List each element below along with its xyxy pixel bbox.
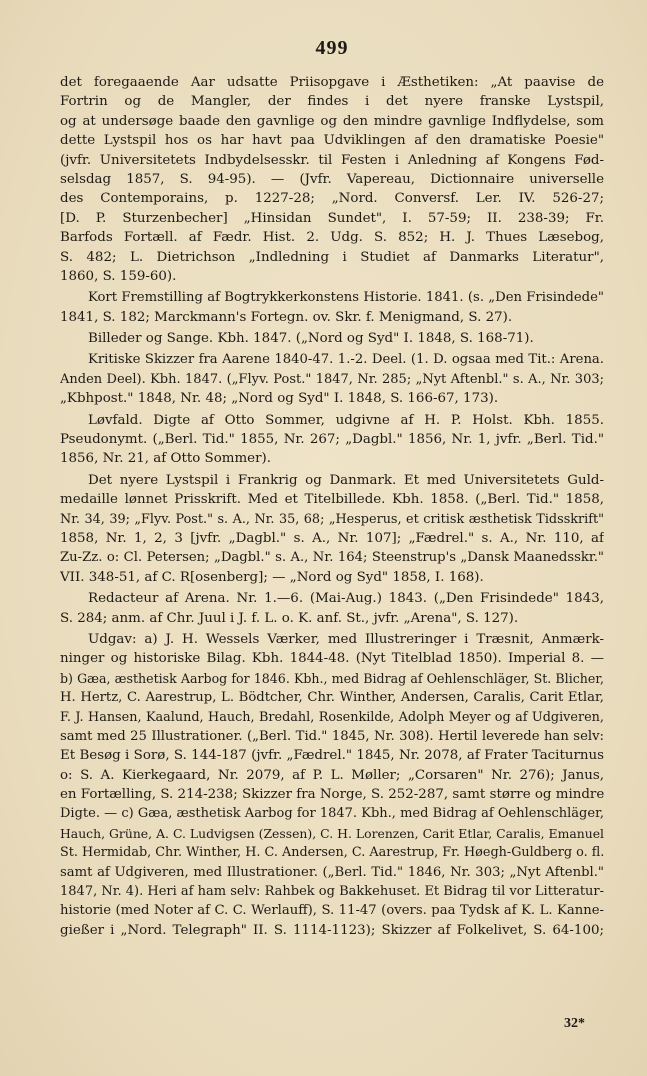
text-line: medaille lønnet Prisskrift. Med et Titelbillede. Kbh. 1858. („Berl. Tid." 1858, bbox=[60, 492, 604, 508]
text-line: Fortrin og de Mangler, der findes i det nyere franske Lystspil, bbox=[60, 94, 604, 110]
text-line: Redacteur af Arena. Nr. 1.—6. (Mai-Aug.) 1843. („Den Frisindede" 1843, bbox=[88, 591, 604, 607]
text-line: historie (med Noter af C. C. Werlauff), S. 11-47 (overs. paa Tydsk af K. L. Kanne- bbox=[60, 903, 604, 919]
text-line: Pseudonymt. („Berl. Tid." 1855, Nr. 267; „Dagbl." 1856, Nr. 1, jvfr. „Berl. Tid." bbox=[60, 432, 604, 448]
text-line: H. Hertz, C. Aarestrup, L. Bödtcher, Chr. Winther, Andersen, Caralis, Carit Etlar, bbox=[60, 690, 604, 706]
text-line: „Kbhpost." 1848, Nr. 48; „Nord og Syd" I. 1848, S. 166-67, 173). bbox=[60, 391, 499, 407]
text-line: og at undersøge baade den gavnlige og den mindre gavnlige Indflydelse, som bbox=[60, 113, 604, 129]
entry-billeder-og-sange bbox=[60, 329, 604, 348]
text-line: Billeder og Sange. Kbh. 1847. („Nord og Syd" I. 1848, S. 168-71). bbox=[88, 331, 534, 347]
entry-loevfald bbox=[60, 411, 604, 469]
text-line: 1847, Nr. 4). Heri af ham selv: Rahbek og Bakkehuset. Et Bidrag til vor Litteratur- bbox=[60, 884, 604, 900]
text-line: [D. P. Sturzenbecher] „Hinsidan Sundet", I. 57-59; II. 238-39; Fr. bbox=[60, 210, 604, 226]
text-line: Barfods Fortæll. af Fædr. Hist. 2. Udg. S. 852; H. J. Thues Læsebog, bbox=[60, 230, 604, 246]
signature-mark: 32* bbox=[564, 1016, 585, 1031]
text-line: dette Lystspil hos os har havt paa Udviklingen af den dramatiske Poesie" bbox=[60, 133, 604, 149]
text-line: (jvfr. Universitetets Indbydelsesskr. til Festen i Anledning af Kongens Fød- bbox=[60, 152, 604, 168]
text-line: ninger og historiske Bilag. Kbh. 1844-48. (Nyt Titelblad 1850). Imperial 8. — bbox=[60, 651, 604, 667]
text-line: Udgav: a) J. H. Wessels Værker, med Illustreringer i Træsnit, Anmærk- bbox=[88, 631, 604, 647]
text-line: 1856, Nr. 21, af Otto Sommer). bbox=[60, 451, 271, 467]
text-line: F. J. Hansen, Kaalund, Hauch, Bredahl, Rosenkilde, Adolph Meyer og af Udgiveren, bbox=[60, 709, 604, 725]
text-line: samt med 25 Illustrationer. („Berl. Tid." 1845, Nr. 308). Hertil leverede han selv: bbox=[60, 728, 604, 744]
text-line: samt af Udgiveren, med Illustrationer. („Berl. Tid." 1846, Nr. 303; „Nyt Aftenbl." bbox=[60, 864, 604, 880]
text-line: en Fortælling, S. 214-238; Skizzer fra Norge, S. 252-287, samt større og mindre bbox=[60, 787, 604, 803]
entry-redacteur-arena bbox=[60, 589, 604, 628]
text-line: det foregaaende Aar udsatte Priisopgave i Æsthetiken: „At paavise de bbox=[60, 75, 604, 90]
text-line: o: S. A. Kierkegaard, Nr. 2079, af P. L. Møller; „Corsaren" Nr. 276); Janus, bbox=[60, 767, 604, 783]
text-line: Zu-Zz. o: Cl. Petersen; „Dagbl." s. A., Nr. 164; Steenstrup's „Dansk Maanedsskr." bbox=[60, 550, 604, 566]
text-line: des Contemporains, p. 1227-28; „Nord. Conversf. Ler. IV. 526-27; bbox=[60, 191, 604, 207]
text-line: Anden Deel). Kbh. 1847. („Flyv. Post." 1847, Nr. 285; „Nyt Aftenbl." s. A., Nr. 303; bbox=[60, 371, 604, 387]
text-line: b) Gæa, æsthetisk Aarbog for 1846. Kbh., med Bidrag af Oehlenschläger, St. Blicher, bbox=[60, 670, 604, 686]
text-line: Hauch, Grüne, A. C. Ludvigsen (Zessen), C. H. Lorenzen, Carit Etlar, Caralis, Emanuel bbox=[60, 825, 604, 841]
text-line: S. 284; anm. af Chr. Juul i J. f. L. o. K. anf. St., jvfr. „Arena", S. 127). bbox=[60, 610, 519, 626]
text-line: Løvfald. Digte af Otto Sommer, udgivne af H. P. Holst. Kbh. 1855. bbox=[88, 412, 604, 428]
entry-udgav bbox=[60, 630, 604, 940]
text-line: 1860, S. 159-60). bbox=[60, 268, 177, 284]
entry-det-nyere-lystspil bbox=[60, 471, 604, 587]
entry-bogtrykkerkonst bbox=[60, 288, 604, 327]
text-line: Kort Fremstilling af Bogtrykkerkonstens Historie. 1841. (s. „Den Frisindede" bbox=[88, 290, 604, 306]
paragraph-bio-continuation bbox=[60, 73, 604, 286]
text-line: Det nyere Lystspil i Frankrig og Danmark. Et med Universitetets Guld- bbox=[88, 472, 604, 488]
text-line: gießer i „Nord. Telegraph" II. S. 1114-1123); Skizzer af Folkelivet, S. 64-100; bbox=[60, 922, 604, 938]
text-line: 1858, Nr. 1, 2, 3 [jvfr. „Dagbl." s. A., Nr. 107]; „Fædrel." s. A., Nr. 110, af bbox=[60, 530, 604, 546]
text-line: Nr. 34, 39; „Flyv. Post." s. A., Nr. 35, 68; „Hesperus, et critisk æsthetisk Tidsskrift" bbox=[60, 511, 604, 527]
text-line: S. 482; L. Dietrichson „Indledning i Studiet af Danmarks Literatur", bbox=[60, 249, 604, 265]
text-line: selsdag 1857, S. 94-95). — (Jvfr. Vapereau, Dictionnaire universelle bbox=[60, 171, 604, 187]
text-line: Et Besøg i Sorø, S. 144-187 (jvfr. „Fædrel." 1845, Nr. 2078, af Frater Taciturnus bbox=[60, 748, 604, 764]
text-line: Kritiske Skizzer fra Aarene 1840-47. 1.-2. Deel. (1. D. ogsaa med Tit.: Arena. bbox=[88, 352, 604, 368]
text-line: Digte. — c) Gæa, æsthetisk Aarbog for 1847. Kbh., med Bidrag af Oehlenschläger, bbox=[60, 806, 604, 822]
page-number: 499 bbox=[315, 37, 349, 59]
text-line: St. Hermidab, Chr. Winther, H. C. Andersen, C. Aarestrup, Fr. Høegh-Guldberg o. fl. bbox=[60, 845, 604, 861]
text-line: 1841, S. 182; Marckmann's Fortegn. ov. Skr. f. Menigmand, S. 27). bbox=[60, 309, 513, 325]
entry-kritiske-skizzer bbox=[60, 350, 604, 408]
text-line: VII. 348-51, af C. R[osenberg]; — „Nord og Syd" 1858, I. 168). bbox=[60, 569, 484, 585]
